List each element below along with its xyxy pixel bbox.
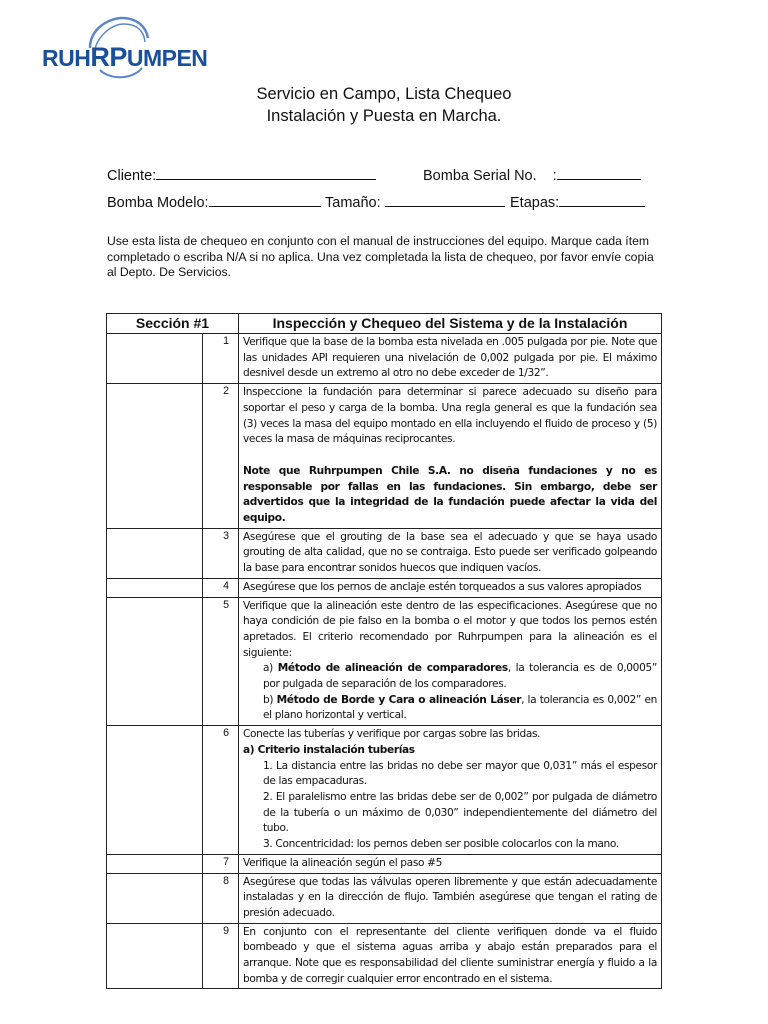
row-number: 1 bbox=[203, 334, 239, 384]
tamano-field[interactable] bbox=[325, 192, 505, 211]
check-cell[interactable] bbox=[107, 597, 203, 726]
table-header-row bbox=[107, 314, 662, 334]
check-cell[interactable] bbox=[107, 334, 203, 384]
section-title: Inspección y Chequeo del Sistema y de la Instalación bbox=[239, 314, 662, 334]
list-item: 2. El paralelismo entre las bridas debe ser de 0,002” por pulgada de diámetro de la tubería o un máximo de 0,030” independientemente del diámetro del tubo. bbox=[263, 790, 657, 835]
bomba-modelo-field[interactable] bbox=[107, 192, 321, 211]
row-number: 9 bbox=[203, 923, 239, 989]
cliente-blank[interactable] bbox=[156, 165, 376, 180]
row-number: 4 bbox=[203, 578, 239, 597]
instructions-paragraph: Use esta lista de chequeo en conjunto con el manual de instrucciones del equipo. Marque cada ítem completado o escriba N/A si no aplica. Una vez completada la lista de chequeo, por favor envíe copia al Depto. De Servicios. bbox=[107, 234, 654, 279]
row-text: Asegúrese que todas las válvulas operen libremente y que están adecuadamente instaladas y en la dirección de flujo. También asegúrese que tengan el rating de presión adecuado. bbox=[239, 873, 662, 923]
row-number: 3 bbox=[203, 528, 239, 578]
row-number: 5 bbox=[203, 597, 239, 726]
tamano-label: Tamaño: bbox=[325, 195, 381, 211]
etapas-label: Etapas: bbox=[510, 195, 560, 211]
row-text bbox=[239, 597, 662, 726]
row-text: Verifique la alineación según el paso #5 bbox=[239, 854, 662, 873]
bomba-modelo-label: Bomba Modelo: bbox=[107, 195, 209, 211]
logo-wordmark: RUHRPUMPEN bbox=[42, 42, 208, 72]
checklist-table bbox=[106, 313, 662, 989]
page-subtitle: Instalación y Puesta en Marcha. bbox=[266, 107, 502, 125]
bomba-serial-field[interactable] bbox=[423, 165, 641, 184]
list-item: 1. La distancia entre las bridas no debe ser mayor que 0,031” más el espesor de las empacaduras. bbox=[263, 759, 657, 788]
check-cell[interactable] bbox=[107, 384, 203, 529]
row-paragraph: Conecte las tuberías y verifique por cargas sobre las bridas. bbox=[243, 728, 541, 741]
row-text: Verifique que la base de la bomba esta nivelada en .005 pulgada por pie. Note que las unidades API requieren una nivelación de 0,002 pulgada por pie. El máximo desnivel desde un extremo al otro no debe exceder de 1/32”. bbox=[239, 334, 662, 384]
table-row bbox=[107, 923, 662, 989]
table-row bbox=[107, 334, 662, 384]
check-cell[interactable] bbox=[107, 726, 203, 855]
row-text: En conjunto con el representante del cliente verifiquen donde va el fluido bombeado y que el sistema aguas arriba y abajo están preparados para el arranque. Note que es responsabilidad del cliente suministrar energía y fluido a la bomba y de corregir cualquier error encontrado en el sistema. bbox=[239, 923, 662, 989]
etapas-blank[interactable] bbox=[559, 192, 645, 207]
table-row bbox=[107, 528, 662, 578]
table-row bbox=[107, 578, 662, 597]
row-number: 6 bbox=[203, 726, 239, 855]
table-row bbox=[107, 384, 662, 529]
method-a: a) Método de alineación de comparadores, la tolerancia es de 0,0005” por pulgada de separación de los comparadores. bbox=[263, 662, 657, 691]
check-cell[interactable] bbox=[107, 528, 203, 578]
cliente-field[interactable] bbox=[107, 165, 376, 184]
row-number: 2 bbox=[203, 384, 239, 529]
row-text: Asegúrese que los pernos de anclaje estén torqueados a sus valores apropiados bbox=[239, 578, 662, 597]
table-row bbox=[107, 854, 662, 873]
check-cell[interactable] bbox=[107, 578, 203, 597]
form-row-2 bbox=[107, 192, 667, 212]
check-cell[interactable] bbox=[107, 873, 203, 923]
bomba-serial-blank[interactable] bbox=[557, 165, 641, 180]
row-paragraph: Inspeccione la fundación para determinar si parece adecuado su diseño para soportar el peso y carga de la bomba. Una regla general es que la fundación sea (3) veces la masa del equipo montado en ella incluyendo el fluido de proceso y (5) veces la masa de máquinas reciprocantes. bbox=[243, 386, 657, 446]
sub-title: a) Criterio instalación tuberías bbox=[243, 743, 415, 756]
check-cell[interactable] bbox=[107, 923, 203, 989]
table-row bbox=[107, 597, 662, 726]
ruhrpumpen-logo bbox=[42, 14, 222, 80]
list-item: 3. Concentricidad: los pernos deben ser posible colocarlos con la mano. bbox=[263, 838, 619, 851]
row-text bbox=[239, 726, 662, 855]
tamano-blank[interactable] bbox=[385, 192, 505, 207]
bomba-serial-label: Bomba Serial No. bbox=[423, 168, 537, 184]
check-cell[interactable] bbox=[107, 854, 203, 873]
bomba-modelo-blank[interactable] bbox=[209, 192, 321, 207]
method-b: b) Método de Borde y Cara o alineación Láser, la tolerancia es 0,002” en el plano horizontal y vertical. bbox=[263, 693, 658, 722]
row-number: 7 bbox=[203, 854, 239, 873]
form-row-1 bbox=[107, 165, 667, 185]
row-note: Note que Ruhrpumpen Chile S.A. no diseña fundaciones y no es responsable por fallas en las fundaciones. Sin embargo, debe ser advertidos que la integridad de la fundación puede afectar la vida del equipo. bbox=[243, 464, 657, 525]
row-text: Asegúrese que el grouting de la base sea el adecuado y que se haya usado grouting de alta calidad, que no se contraiga. Esto puede ser verificado golpeando la base para encontrar sonidos huecos que indiquen vacíos. bbox=[239, 528, 662, 578]
row-paragraph: Verifique que la alineación este dentro de las especificaciones. Asegúrese que no haya condición de pie falso en la bomba o el motor y que todos los pernos estén apretados. El criterio recomendado por Ruhrpumpen para la alineación es el siguiente: bbox=[243, 599, 657, 659]
cliente-label: Cliente: bbox=[107, 168, 157, 184]
colon-label: : bbox=[552, 168, 557, 184]
row-text bbox=[239, 384, 662, 529]
table-row bbox=[107, 726, 662, 855]
etapas-field[interactable] bbox=[510, 192, 645, 211]
page-title: Servicio en Campo, Lista Chequeo bbox=[256, 85, 512, 103]
row-number: 8 bbox=[203, 873, 239, 923]
section-header: Sección #1 bbox=[107, 314, 239, 334]
table-row bbox=[107, 873, 662, 923]
